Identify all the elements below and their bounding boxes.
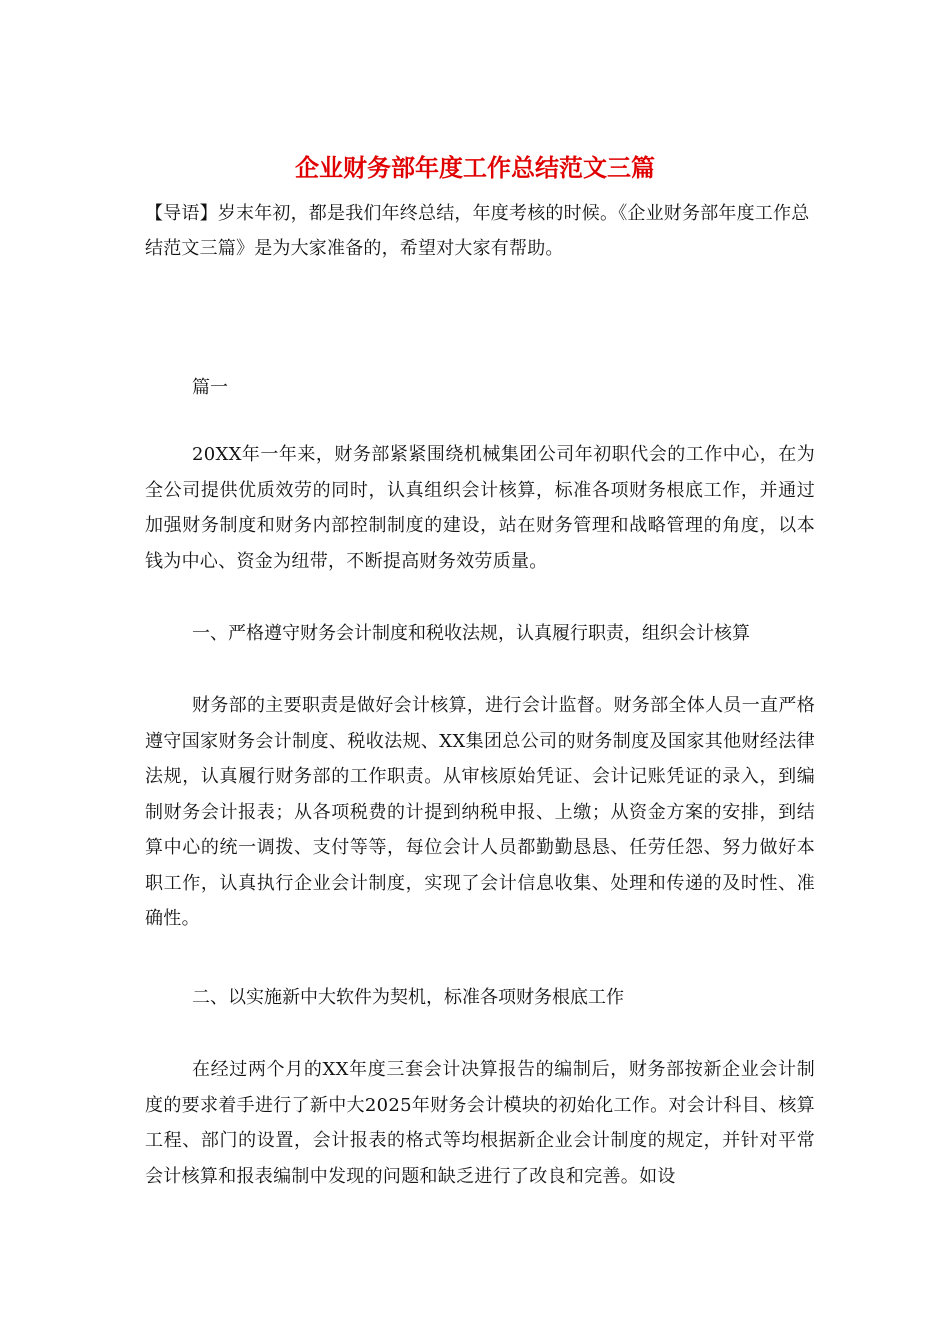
- intro-paragraph: 【导语】岁末年初，都是我们年终总结，年度考核的时候。《企业财务部年度工作总结范文三篇》是为大家准备的，希望对大家有帮助。: [145, 203, 810, 259]
- section-heading-1: 一、严格遵守财务会计制度和税收法规，认真履行职责，组织会计核算: [192, 623, 750, 644]
- section-heading-2: 二、以实施新中大软件为契机，标准各项财务根底工作: [192, 987, 624, 1008]
- body-paragraph-3: 在经过两个月的XX年度三套会计决算报告的编制后，财务部按新企业会计制度的要求着手进行了新中大2025年财务会计模块的初始化工作。对会计科目、核算工程、部门的设置，会计报表的格式等均根据新企业会计制度的规定，并针对平常会计核算和报表编制中发现的问题和缺乏进行了改良和完善。如设: [145, 1059, 815, 1187]
- section-label: 篇一: [192, 377, 228, 398]
- body-paragraph-1: 20XX年一年来，财务部紧紧围绕机械集团公司年初职代会的工作中心，在为全公司提供优质效劳的同时，认真组织会计核算，标准各项财务根底工作，并通过加强财务制度和财务内部控制制度的建设，站在财务管理和战略管理的角度，以本钱为中心、资金为纽带，不断提高财务效劳质量。: [145, 444, 815, 572]
- document-title: 企业财务部年度工作总结范文三篇: [295, 153, 655, 182]
- body-paragraph-2: 财务部的主要职责是做好会计核算，进行会计监督。财务部全体人员一直严格遵守国家财务会计制度、税收法规、XX集团总公司的财务制度及国家其他财经法律法规，认真履行财务部的工作职责。从审核原始凭证、会计记账凭证的录入，到编制财务会计报表；从各项税费的计提到纳税申报、上缴；从资金方案的安排，到结算中心的统一调拨、支付等等，每位会计人员都勤勤恳恳、任劳任怨、努力做好本职工作，认真执行企业会计制度，实现了会计信息收集、处理和传递的及时性、准确性。: [145, 695, 815, 929]
